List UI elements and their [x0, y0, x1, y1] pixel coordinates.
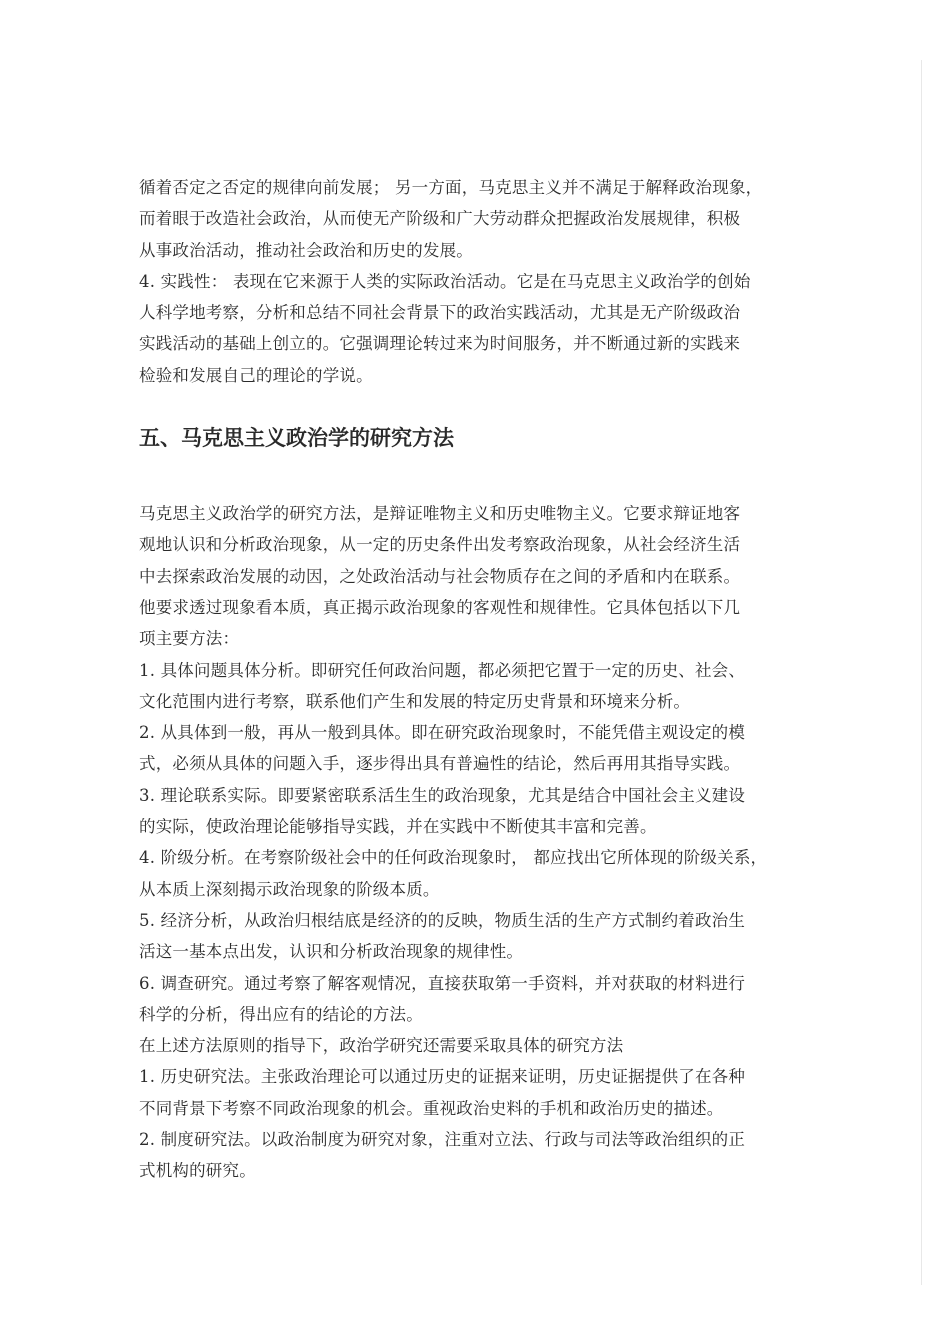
text-line: 5. 经济分析，从政治归根结底是经济的的反映，物质生活的生产方式制约着政治生	[139, 910, 746, 930]
document-body	[139, 172, 819, 1187]
text-line: 人科学地考察，分析和总结不同社会背景下的政治实践活动，尤其是无产阶级政治	[139, 303, 741, 323]
text-line: 2. 从具体到一般，再从一般到具体。即在研究政治现象时，不能凭借主观设定的模	[139, 723, 746, 743]
text-line: 科学的分析，得出应有的结论的方法。	[139, 1004, 423, 1024]
text-line: 检验和发展自己的理论的学说。	[139, 365, 373, 385]
text-line: 不同背景下考察不同政治现象的机会。重视政治史料的手机和政治历史的描述。	[139, 1098, 724, 1118]
text-line: 马克思主义政治学的研究方法，是辩证唯物主义和历史唯物主义。它要求辩证地客	[139, 504, 741, 524]
text-line: 实践活动的基础上创立的。它强调理论转过来为时间服务，并不断通过新的实践来	[139, 334, 741, 354]
section-heading: 五、马克思主义政治学的研究方法	[139, 425, 454, 451]
text-line: 4. 阶级分析。在考察阶级社会中的任何政治现象时， 都应找出它所体现的阶级关系，	[139, 848, 768, 868]
text-line: 中去探索政治发展的动因，之处政治活动与社会物质存在之间的矛盾和内在联系。	[139, 566, 741, 586]
text-line: 活这一基本点出发，认识和分析政治现象的规律性。	[139, 942, 524, 962]
text-line: 1. 历史研究法。主张政治理论可以通过历史的证据来证明，历史证据提供了在各种	[139, 1067, 746, 1087]
text-line: 2. 制度研究法。以政治制度为研究对象，注重对立法、行政与司法等政治组织的正	[139, 1130, 746, 1150]
text-line: 3. 理论联系实际。即要紧密联系活生生的政治现象，尤其是结合中国社会主义建设	[139, 785, 746, 805]
text-line: 从本质上深刻揭示政治现象的阶级本质。	[139, 879, 440, 899]
page-edge-divider	[921, 60, 922, 1285]
text-line: 1. 具体问题具体分析。即研究任何政治问题，都必须把它置于一定的历史、社会、	[139, 660, 746, 680]
text-line: 在上述方法原则的指导下，政治学研究还需要采取具体的研究方法	[139, 1036, 624, 1056]
text-line: 文化范围内进行考察，联系他们产生和发展的特定历史背景和环境来分析。	[139, 691, 691, 711]
text-line: 的实际，使政治理论能够指导实践，并在实践中不断使其丰富和完善。	[139, 817, 657, 837]
text-line: 6. 调查研究。通过考察了解客观情况，直接获取第一手资料，并对获取的材料进行	[139, 973, 746, 993]
text-line: 而着眼于改造社会政治，从而使无产阶级和广大劳动群众把握政治发展规律，积极	[139, 209, 741, 229]
text-line: 观地认识和分析政治现象，从一定的历史条件出发考察政治现象，从社会经济生活	[139, 535, 741, 555]
text-line: 从事政治活动，推动社会政治和历史的发展。	[139, 240, 473, 260]
intro-paragraphs	[139, 172, 819, 391]
text-line: 4. 实践性： 表现在它来源于人类的实际政治活动。它是在马克思主义政治学的创始	[139, 271, 751, 291]
text-line: 他要求透过现象看本质，真正揭示政治现象的客观性和规律性。它具体包括以下几	[139, 597, 741, 617]
text-line: 循着否定之否定的规律向前发展； 另一方面，马克思主义并不满足于解释政治现象，	[139, 178, 763, 197]
section-body	[139, 498, 819, 1187]
text-line: 式，必须从具体的问题入手，逐步得出具有普遍性的结论，然后再用其指导实践。	[139, 754, 741, 774]
text-line: 项主要方法：	[139, 629, 240, 649]
text-line: 式机构的研究。	[139, 1161, 256, 1181]
